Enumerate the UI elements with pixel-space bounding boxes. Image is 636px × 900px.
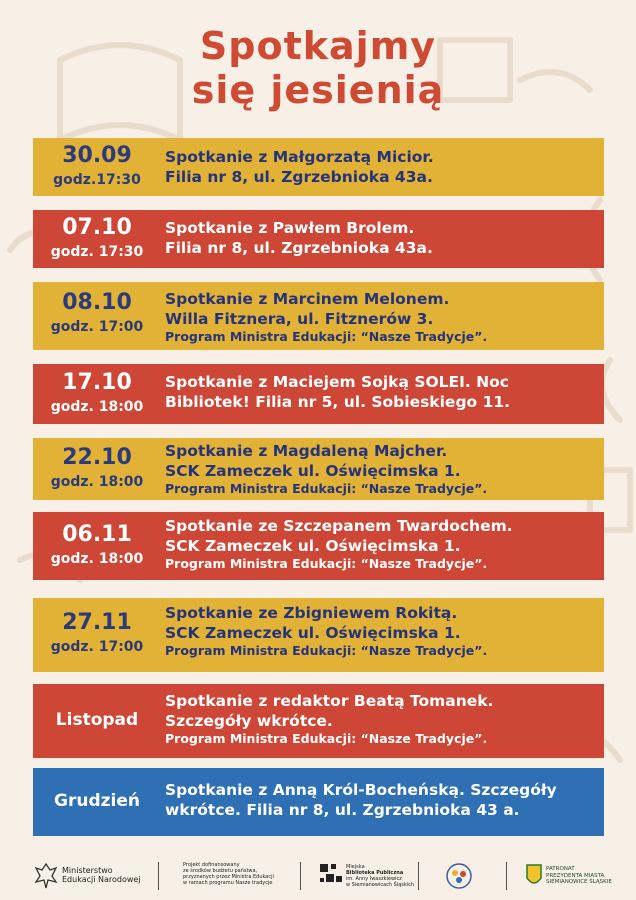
event-line: Spotkanie z redaktor Beatą Tomanek. <box>165 692 494 710</box>
event-time: godz. 18:00 <box>50 474 144 490</box>
event-program: Program Ministra Edukacji: “Nasze Tradycje”. <box>165 643 488 658</box>
cofinance-text <box>183 862 274 886</box>
cofinance-line: przyznanych przez Ministra Edukacji <box>183 874 274 880</box>
event-row-8 <box>33 684 604 758</box>
event-description <box>165 441 598 497</box>
event-description <box>165 780 598 820</box>
event-description <box>165 147 598 187</box>
patronage-line: PATRONAT <box>546 866 575 872</box>
ministry-line: Edukacji Narodowej <box>62 875 141 884</box>
page-title-line1: Spotkajmy <box>199 24 437 68</box>
event-date-block <box>33 290 161 336</box>
cofinance-line: ze środków budżetu państwa, <box>183 868 258 874</box>
event-program: Program Ministra Edukacji: “Nasze Tradycje”. <box>165 731 488 746</box>
footer-divider <box>300 862 301 890</box>
library-logo-text <box>346 864 414 888</box>
event-description <box>165 516 598 572</box>
event-description <box>165 289 598 345</box>
event-time: godz. 18:00 <box>50 399 144 415</box>
ministry-line: Ministerstwo <box>62 866 113 875</box>
event-row-9 <box>33 768 604 836</box>
event-line: Spotkanie z Magdaleną Majcher. <box>165 442 448 460</box>
event-date-block <box>33 522 161 568</box>
event-line: Spotkanie z Pawłem Brolem. <box>165 219 415 237</box>
event-date: 27.11 <box>62 610 132 635</box>
footer-divider <box>158 862 159 890</box>
event-time: godz. 17:00 <box>50 319 144 335</box>
program-badge-icon <box>444 862 474 890</box>
event-date-block <box>33 215 161 261</box>
event-date-block <box>33 445 161 491</box>
event-row-5 <box>33 438 604 500</box>
event-date: 06.11 <box>62 522 132 547</box>
city-crest-icon <box>526 864 542 888</box>
event-line: Spotkanie z Małgorzatą Micior. <box>165 148 434 166</box>
library-logo-icon <box>320 864 342 886</box>
event-line: Filia nr 8, ul. Zgrzebnioka 43a. <box>165 239 433 257</box>
event-time: godz. 17:00 <box>50 639 144 655</box>
cofinance-line: Projekt dofinansowany <box>183 862 240 868</box>
event-row-3 <box>33 282 604 350</box>
event-date: 08.10 <box>62 290 132 315</box>
footer-divider <box>506 862 507 890</box>
library-line: im. Anny Iwaszkiewicz <box>346 876 402 882</box>
event-row-1 <box>33 138 604 196</box>
patronage-text <box>546 866 612 886</box>
event-program: Program Ministra Edukacji: “Nasze Tradycje”. <box>165 329 488 344</box>
ministry-logo-text <box>62 866 141 884</box>
library-line: Biblioteka Publiczna <box>346 870 404 876</box>
event-line: Spotkanie ze Zbigniewem Rokitą. <box>165 604 458 622</box>
event-row-4 <box>33 364 604 424</box>
event-line: Spotkanie z Marcinem Melonem. <box>165 290 450 308</box>
event-row-6 <box>33 512 604 580</box>
event-line: Spotkanie z Anną Król-Bocheńską. Szczegóły <box>165 781 557 799</box>
event-line: wkrótce. Filia nr 8, ul. Zgrzebnioka 43 a. <box>165 801 520 819</box>
event-line: SCK Zameczek ul. Oświęcimska 1. <box>165 537 461 555</box>
event-program: Program Ministra Edukacji: “Nasze Tradycje”. <box>165 481 488 496</box>
event-line: SCK Zameczek ul. Oświęcimska 1. <box>165 624 461 642</box>
footer-logos <box>0 852 636 900</box>
event-line: Bibliotek! Filia nr 5, ul. Sobieskiego 11. <box>165 393 511 411</box>
event-row-2 <box>33 210 604 268</box>
event-date: 30.09 <box>62 143 132 168</box>
event-date-block <box>33 370 161 416</box>
event-month: Listopad <box>55 710 139 730</box>
event-time: godz.17:30 <box>53 172 141 188</box>
eagle-emblem-icon <box>34 862 58 890</box>
event-description <box>165 372 598 412</box>
footer-divider <box>418 862 419 890</box>
cofinance-line: w ramach programu Nasze tradycje <box>183 880 273 886</box>
patronage-line: SIEMIANOWICE ŚLĄSKIE <box>546 879 612 885</box>
event-date: 22.10 <box>62 445 132 470</box>
event-date-block <box>33 610 161 656</box>
event-date-block <box>33 143 161 189</box>
event-line: Szczegóły wkrótce. <box>165 712 333 730</box>
event-row-7 <box>33 598 604 672</box>
event-program: Program Ministra Edukacji: “Nasze Tradycje”. <box>165 556 488 571</box>
event-description <box>165 691 598 747</box>
event-line: Willa Fitznera, ul. Fitznerów 3. <box>165 310 434 328</box>
event-date: 07.10 <box>62 215 132 240</box>
event-line: Spotkanie z Maciejem Sojką SOLEI. Noc <box>165 373 509 391</box>
event-line: SCK Zameczek ul. Oświęcimska 1. <box>165 462 461 480</box>
event-description <box>165 218 598 258</box>
library-line: w Siemianowicach Śląskich <box>346 882 415 888</box>
page-title-line2: się jesienią <box>191 68 445 112</box>
event-description <box>165 603 598 659</box>
patronage-line: PREZYDENTA MIASTA <box>546 872 605 879</box>
event-date: 17.10 <box>62 370 132 395</box>
event-line: Spotkanie ze Szczepanem Twardochem. <box>165 517 513 535</box>
event-time: godz. 18:00 <box>50 551 144 567</box>
library-line: Miejska <box>346 864 365 870</box>
event-line: Filia nr 8, ul. Zgrzebnioka 43a. <box>165 168 433 186</box>
event-month: Grudzień <box>54 791 140 811</box>
event-time: godz. 17:30 <box>50 244 144 260</box>
